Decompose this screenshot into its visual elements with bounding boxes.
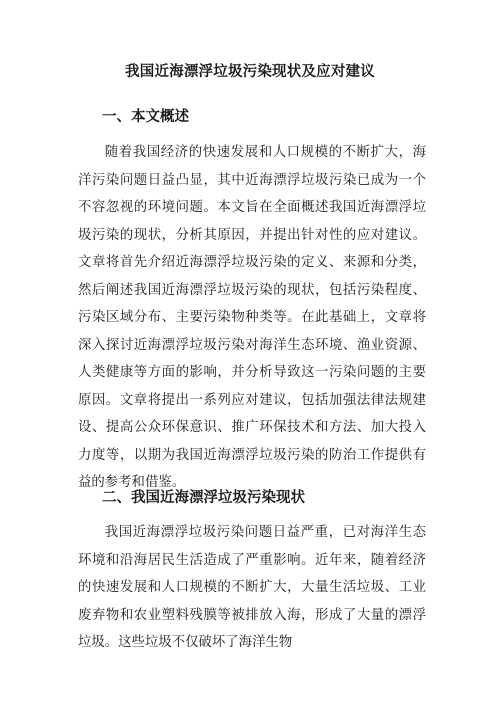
section-paragraph-overview: 随着我国经济的快速发展和人口规模的不断扩大，海洋污染问题日益凸显，其中近海漂浮垃圾污染已成为一个不容忽视的环境问题。本文旨在全面概述我国近海漂浮垃圾污染的现状，分析其原因，并提出针对性的应对建议。文章将首先介绍近海漂浮垃圾污染的定义、来源和分类，然后阐述我国近海漂浮垃圾污染的现状，包括污染程度、污染区域分布、主要污染物种类等。在此基础上，文章将深入探讨近海漂浮垃圾污染对海洋生态环境、渔业资源、人类健康等方面的影响，并分析导致这一污染问题的主要原因。文章将提出一系列应对建议，包括加强法律法规建设、提高公众环保意识、推广环保技术和方法、加大投入力度等，以期为我国近海漂浮垃圾污染的防治工作提供有益的参考和借鉴。 [78, 145, 426, 490]
section-paragraph-status: 我国近海漂浮垃圾污染问题日益严重，已对海洋生态环境和沿海居民生活造成了严重影响。近年来，随着经济的快速发展和人口规模的不断扩大，大量生活垃圾、工业废弃物和农业塑料残膜等被排放入海，形成了大量的漂浮垃圾。这些垃圾不仅破坏了海洋生物 [78, 525, 426, 650]
section-heading-overview: 一、本文概述 [102, 108, 189, 125]
section-heading-status: 二、我国近海漂浮垃圾污染现状 [102, 489, 305, 506]
document-title: 我国近海漂浮垃圾污染现状及应对建议 [125, 63, 375, 80]
